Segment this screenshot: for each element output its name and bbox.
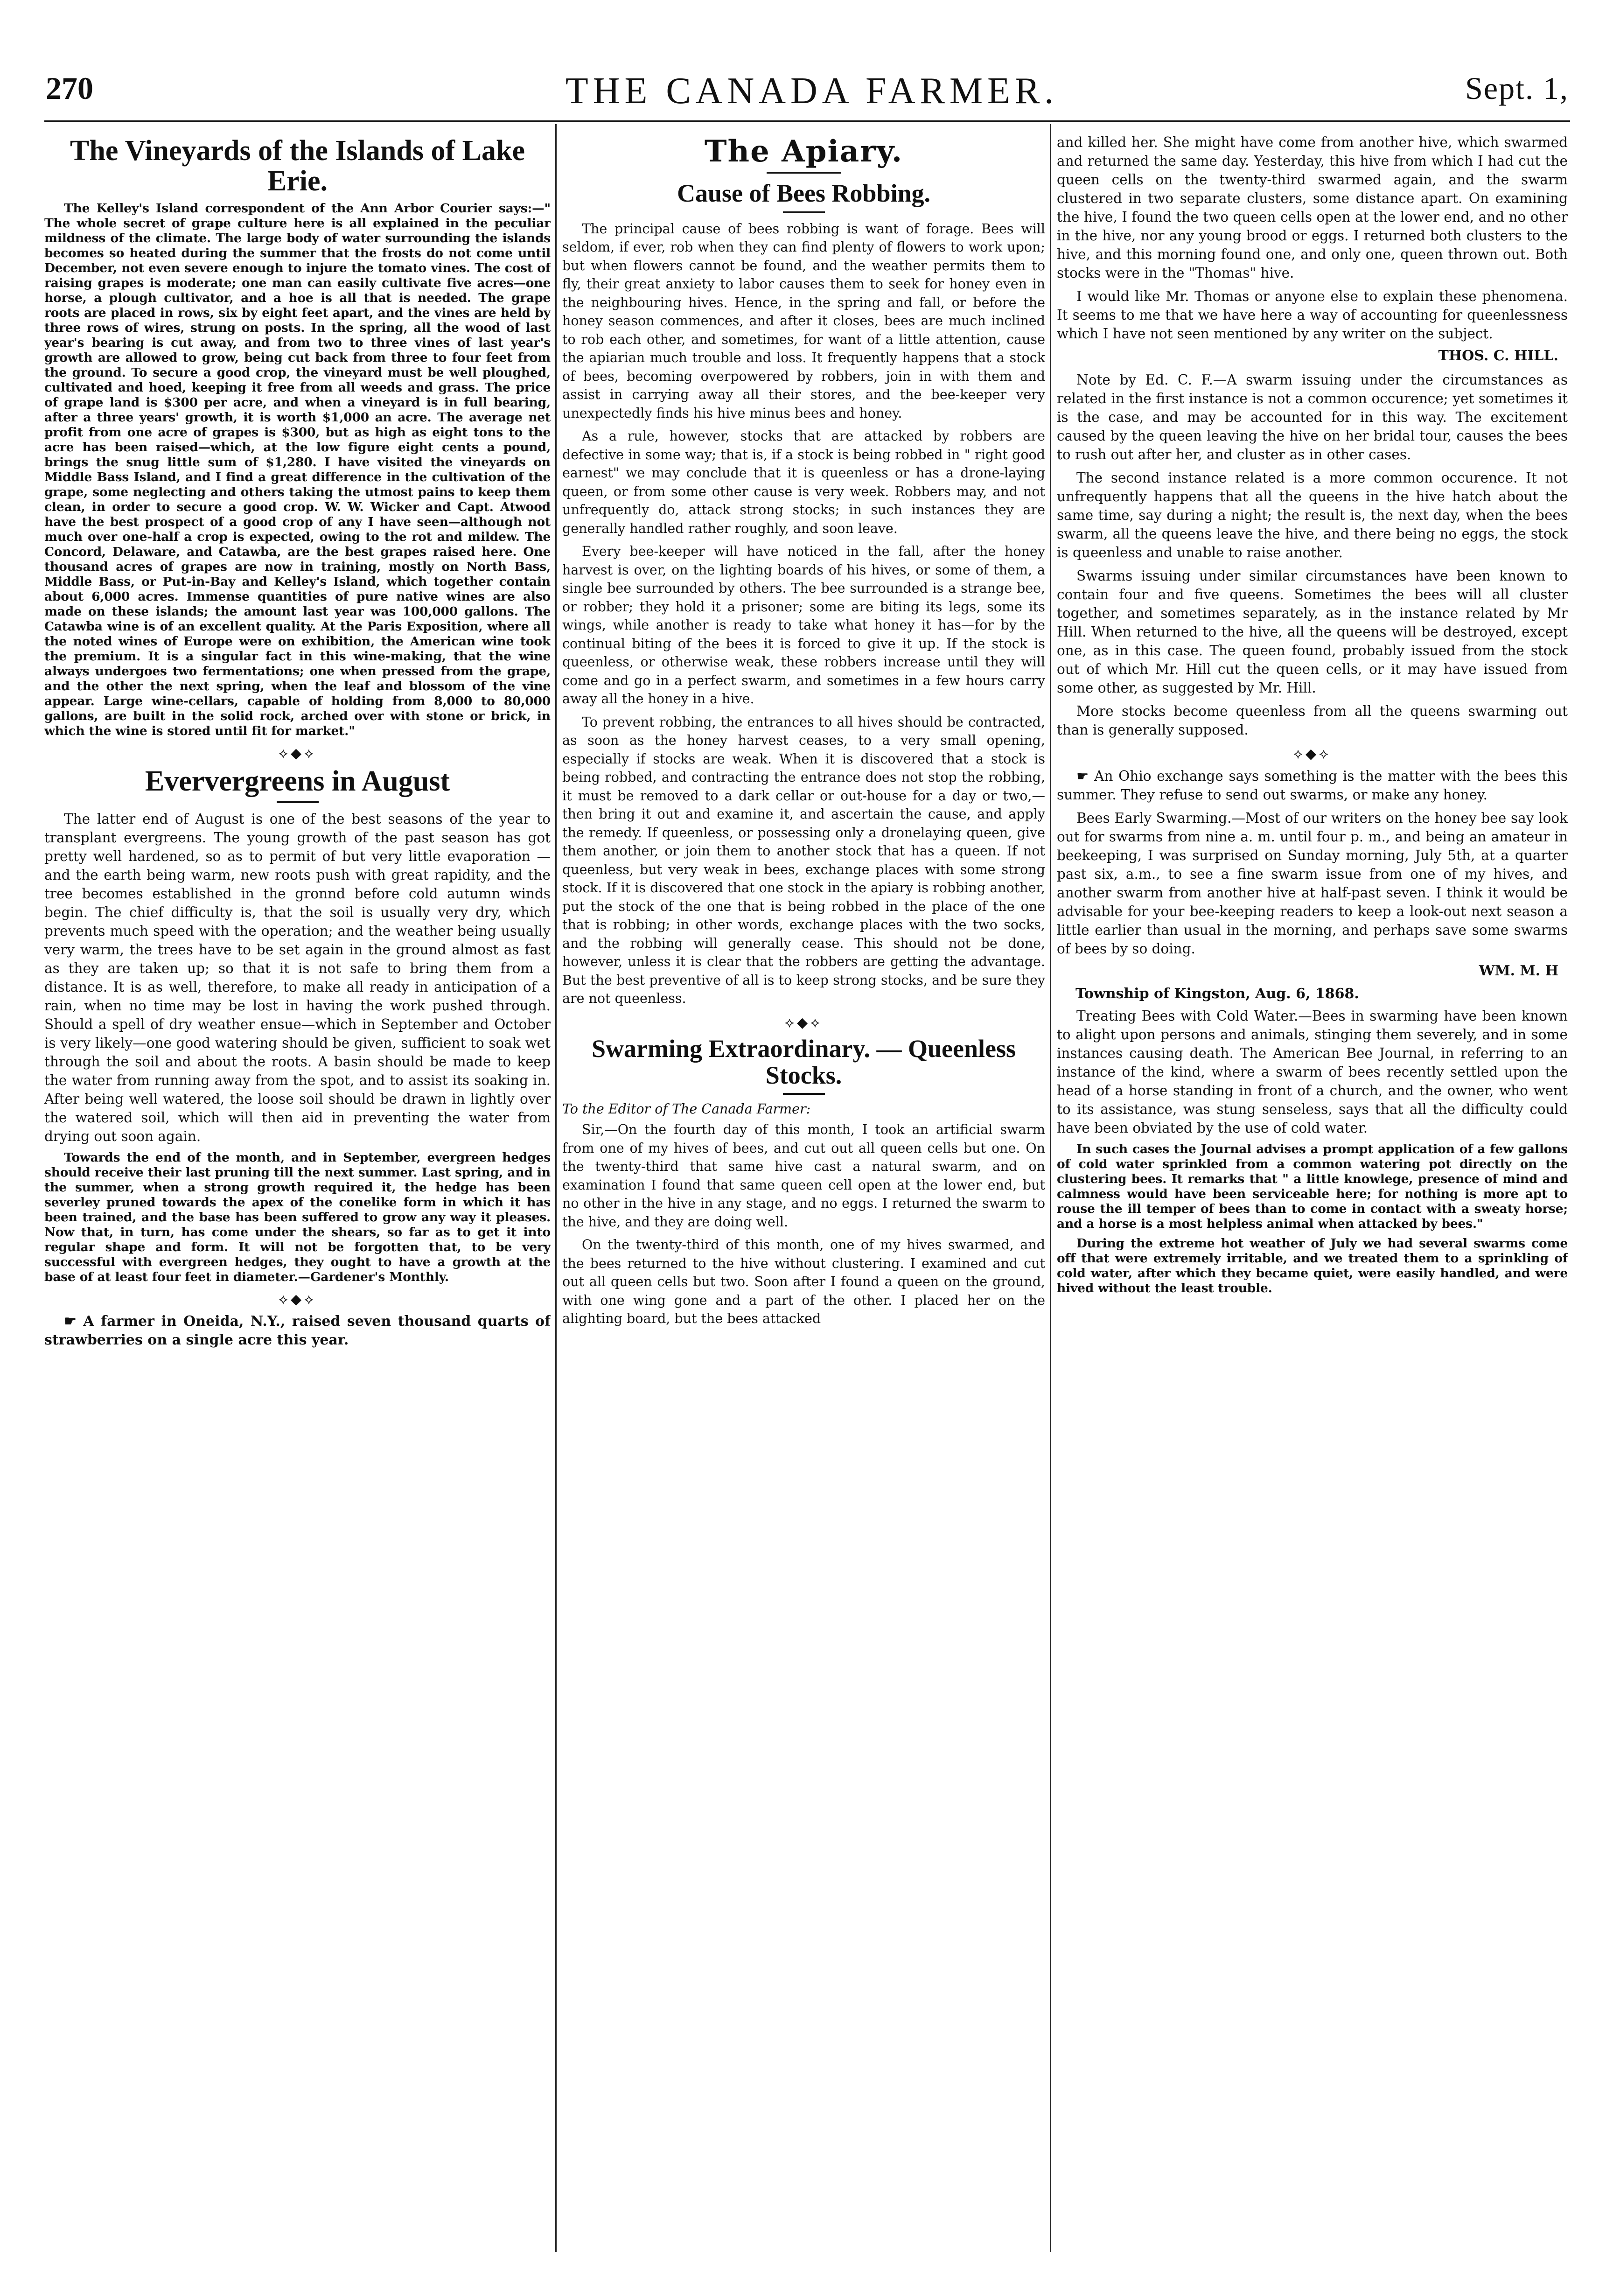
news-item-oneida: ☛ A farmer in Oneida, N.Y., raised seven thousand quarts of strawberries on a single acre this year. <box>44 1313 551 1349</box>
article-paragraph: and killed her. She might have come from another hive, which swarmed and returned the same day. Yesterday, this hive from which I had cut the queen cells on the twenty-third swarmed again, and the swarm clustered in two separate clusters, some distance apart. On examining the hive, I found the two queen cells open at the lower end, and no other in the hive, nor any young brood or eggs. I returned both clusters to the hive, and this morning found one, and only one, queen thrown out. Both stocks were in the "Thomas" hive. <box>1057 134 1568 281</box>
article-paragraph: I would like Mr. Thomas or anyone else to explain these phenomena. It seems to me that we have here a way of accounting for queenlessness which I have not seen mentioned by any writer on the subject. <box>1057 288 1568 342</box>
masthead: THE CANADA FARMER. <box>565 70 1059 112</box>
letter-dateline: Township of Kingston, Aug. 6, 1868. <box>1075 986 1359 1002</box>
article-paragraph: On the twenty-third of this month, one of my hives swarmed, and the bees returned to the hive without clustering. I examined and cut out all queen cells but two. Soon after I found a queen on the ground, with one wing gone and a part of the other. I placed her on the alighting board, but the bees attacked <box>562 1237 1045 1327</box>
article-paragraph: Towards the end of the month, and in September, evergreen hedges should receive their last pruning till the next summer. Last spring, and in the summer, when a strong growth required it, the hedge has been severley pruned towards the apex of the conelike form in which it has been trained, and the base has been suffered to grow any way it pleases. Now that, in turn, has come under the shears, so far as to get it into regular shape and form. It will not be forgotten that, to be very successful with evergreen hedges, they ought to have a growth at the base of at least four feet in diameter.—Gardener's Monthly. <box>44 1150 551 1285</box>
article-paragraph: The latter end of August is one of the best seasons of the year to transplant evergreens. The young growth of the past season has got pretty well hardened, so as to permit of but very little evaporation —and the earth being warm, new roots push with great rapidity, and the tree becomes established in the gronnd before cold autumn winds begin. The chief difficulty is, that the soil is usually very dry, which prevents much speed with the operation; and the weather being usually very warm, the trees have to be set again in the ground almost as fast as they are taken up; so that it is not safe to bring them from a distance. It is as well, therefore, to make all ready in anticipation of a rain, when no time may be lost in having the work pushed through. Should a spell of dry weather ensue—which in September and October is very likely—one good watering should be given, sufficient to soak wet through the soil and about the roots. A basin should be made to keep the water from running away from the spot, and to assist its soaking in. After being well watered, the loose soil should be drawn in lightly over the watered soil, which will then aid in preventing the water from drying out soon again. <box>44 811 551 1145</box>
section-ornament: ⟡◆⟡ <box>279 745 316 762</box>
article-title-vineyards: The Vineyards of the Islands of Lake Erie. <box>70 135 525 197</box>
article-title-evergreens: Eververgreens in August <box>145 765 450 798</box>
column-middle <box>562 133 1045 2242</box>
news-item-ohio: ☛ An Ohio exchange says something is the matter with the bees this summer. They refuse to send out swarms, or make any honey. <box>1057 768 1568 803</box>
title-rule <box>783 211 825 213</box>
column-right <box>1057 133 1568 2242</box>
section-title-apiary: The Apiary. <box>704 134 903 169</box>
header-rule <box>44 120 1570 122</box>
article-title-robbing: Cause of Bees Robbing. <box>677 179 931 208</box>
column-left <box>44 133 551 2242</box>
letter-signature: THOS. C. HILL. <box>1438 348 1558 364</box>
issue-date: Sept. 1, <box>1465 70 1569 106</box>
article-title-swarming: Swarming Extraordinary. — Queenless Stocks. <box>591 1034 1016 1089</box>
editor-note-paragraph: More stocks become queenless from all the queens swarming out than is generally supposed. <box>1057 703 1568 738</box>
editor-note-paragraph: Note by Ed. C. F.—A swarm issuing under the circumstances as related in the first instance is not a common occurence; yet sometimes it is the case, and may be accounted for in this way. The excitement caused by the queen leaving the hive on her bridal tour, causes the bees to rush out after her, and cluster as in other cases. <box>1057 372 1568 462</box>
column-divider <box>1050 124 1051 2252</box>
article-paragraph: During the extreme hot weather of July we had several swarms come off that were extremely irritable, and we treated them to a sprinkling of cold water, after which they became quiet, were easily handled, and were hived without the least trouble. <box>1057 1236 1568 1295</box>
editor-note-paragraph: Swarms issuing under similar circumstances have been known to contain four and five queens. Sometimes the bees will all cluster together, and sometimes separately, as in the instance related by Mr Hill. When returned to the hive, all the queens will be destroyed, except one, as in this case. The queen found, probably issued from the stock out of which Mr. Hill cut the queen cells, or it may have issued from some other, as suggested by Mr. Hill. <box>1057 568 1568 696</box>
article-paragraph: The principal cause of bees robbing is want of forage. Bees will seldom, if ever, rob when they can find plenty of flowers to work upon; but when flowers cannot be found, and the weather permits them to fly, their great anxiety to labor causes them to seek for honey even in the neighbouring hives. Hence, in the spring and fall, or before the honey season commences, and after it closes, bees are much inclined to rob each other, and sometimes, for want of a little attention, cause the apiarian much trouble and loss. It frequently happens that a stock of bees, becoming overpowered by robbers, join in with them and assist in carrying away all their stores, and the bee-keeper very unexpectedly finds his hive minus bees and honey. <box>562 221 1045 421</box>
letter-salutation: To the Editor of The Canada Farmer: <box>562 1101 811 1117</box>
article-paragraph: The Kelley's Island correspondent of the Ann Arbor Courier says:—" The whole secret of grape culture here is all explained in the peculiar mildness of the climate. The large body of water surrounding the islands becomes so heated during the summer that the frosts do not come until December, not even severe enough to injure the tomato vines. The cost of raising grapes is moderate; one man can easily cultivate five acres—one horse, a plough cultivator, and a hoe is all that is needed. The grape roots are placed in rows, six by eight feet apart, and the vines are held by three rows of wires, strung on posts. In the spring, all the wood of last year's bearing is cut away, and from two to three vines of last year's growth are allowed to grow, being cut back from three to four feet from the ground. To secure a good crop, the vineyard must be well ploughed, cultivated and hoed, keeping it free from all weeds and grass. The price of grape land is $300 per acre, and when a vineyard is in full bearing, after a three years' growth, it is worth $1,000 an acre. The average net profit from one acre of grapes is $300, but as high as eight tons to the acre has been raised—which, at the low figure eight cents a pound, brings the snug little sum of $1,280. I have visited the vineyards on Middle Bass Island, and I find a great difference in the cultivation of the grape, some neglecting and others taking the utmost pains to keep them clean, in order to secure a good crop. W. W. Wicker and Capt. Atwood have the best prospect of a good crop of any I have seen—although not much over one-half a crop is expected, owing to the rot and mildew. The Concord, Delaware, and Catawba, are the best grapes raised here. One thousand acres of grapes are now in training, mostly on North Bass, Middle Bass, or Put-in-Bay and Kelley's Island, which together contain about 6,000 acres. Immense quantities of pure native wines are also made on these islands; the amount last year was 100,000 gallons. The Catawba wine is of an excellent quality. At the Paris Exposition, where all the noted wines of Europe were on exhibition, the American wine took the premium. It is a singular fact in this wine-making, that the wine always undergoes two fermentations; one when pressed from the grape, and the other the next spring, when the leaf and blossom of the vine appear. Large wine-cellars, capable of holding from 8,000 to 80,000 gallons, are built in the solid rock, arched over with stone or brick, in which the wine is stored until fit for market." <box>44 201 551 739</box>
article-paragraph: Every bee-keeper will have noticed in the fall, after the honey harvest is over, on the lighting boards of his hives, or some of them, a single bee surrounded by others. The bee surrounded is a strange bee, or robber; they hold it a prisoner; some are biting its legs, some its wings, while another is ready to take what honey it has—for by the continual biting of the bees it is forced to give it up. If the stock is queenless, or otherwise weak, these robbers increase until they will come and go in a perfect swarm, and sometimes in a few hours carry away all the honey in a hive. <box>562 544 1045 707</box>
title-rule <box>277 801 319 803</box>
article-paragraph: Bees Early Swarming.—Most of our writers on the honey bee say look out for swarms from nine a. m. until four p. m., and being an amateur in beekeeping, I was surprised on Sunday morning, July 5th, at a quarter past six, a.m., to see a fine swarm issue from one of my hives, and another swarm from another hive at half-past seven. I think it would be advisable for your bee-keeping readers to keep a look-out next season a little earlier than usual in the morning, and perhaps save some swarms of bees by so doing. <box>1057 810 1568 957</box>
page-number: 270 <box>46 70 93 106</box>
section-ornament: ⟡◆⟡ <box>785 1014 823 1031</box>
editor-note-paragraph: The second instance related is a more common occurence. It not unfrequently happens that all the queens in the hive hatch about the same time, say during a night; the result is, the next day, when the bees swarm, all the queens leave the hive, and there being no eggs, the stock is queenless and unable to raise another. <box>1057 470 1568 560</box>
title-rule <box>767 172 841 174</box>
letter-signature: WM. M. H <box>1479 963 1558 979</box>
article-paragraph: Sir,—On the fourth day of this month, I took an artificial swarm from one of my hives of bees, and cut out all queen cells but one. On the twenty-third that same hive cast a natural swarm, and on examination I found that same queen cell open at the lower end, but no other in the hive in any stage, and no eggs. I returned the swarm to the hive, and they are doing well. <box>562 1122 1045 1230</box>
section-ornament: ⟡◆⟡ <box>279 1291 316 1308</box>
article-paragraph: Treating Bees with Cold Water.—Bees in swarming have been known to alight upon persons and animals, stinging them severely, and in some instances causing death. The American Bee Journal, in referring to an instance of the kind, where a swarm of bees recently settled upon the head of a horse standing in front of a church, and the owner, who went to its assistance, was stung senseless, says that all the difficulty could have been obviated by the use of cold water. <box>1057 1008 1568 1136</box>
title-rule <box>783 1093 825 1095</box>
article-paragraph: As a rule, however, stocks that are attacked by robbers are defective in some way; that is, if a stock is being robbed in " right good earnest" we may conclude that it is queenless or has a drone-laying queen, or from some other cause is very week. Robbers may, and not unfrequently do, attack strong stocks; in such instances they are generally handled rather roughly, and soon leave. <box>562 428 1045 536</box>
column-divider <box>555 124 557 2252</box>
section-ornament: ⟡◆⟡ <box>1293 746 1331 762</box>
article-paragraph: In such cases the Journal advises a prompt application of a few gallons of cold water sprinkled from a common watering pot directly on the clustering bees. It remarks that " a little knowlege, presence of mind and calmness would have been serviceable here; for nothing is more apt to rouse the ill temper of bees than to come in contact with a sweaty horse; and a horse is a most helpless animal when attacked by bees." <box>1057 1142 1568 1231</box>
article-paragraph: To prevent robbing, the entrances to all hives should be contracted, as soon as the honey harvest ceases, to a very small opening, especially if stocks are weak. When it is discovered that a stock is being robbed, and contracting the entrance does not stop the robbing, it must be removed to a dark cellar or out-house for a day or two,—then bring it out and examine it, and ascertain the cause, and apply the remedy. If queenless, or possessing only a dronelaying queen, give them another, or join them to another stock that has a queen. If not queenless, but very weak in bees, exchange places with some strong stock. If it is discovered that one stock in the apiary is robbing another, put the stock of the one that is being robbed in the place of the one that is robbing; in other words, exchange places with the two socks, and the robbing will generally cease. This should not be done, however, unless it is clear that the robbers are getting the advantage. But the best preventive of all is to keep strong stocks, and be sure they are not queenless. <box>562 714 1045 1007</box>
